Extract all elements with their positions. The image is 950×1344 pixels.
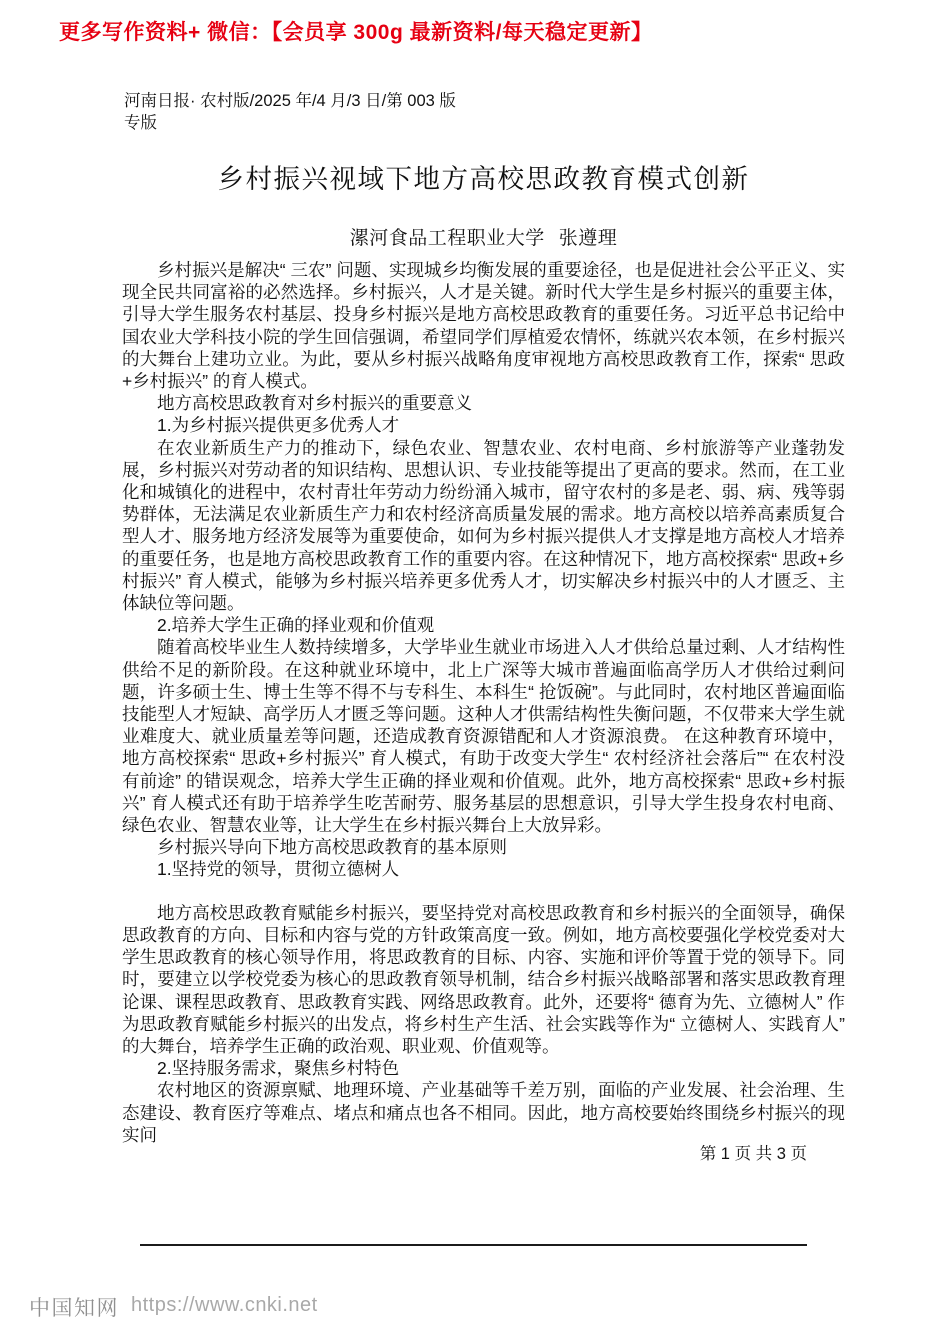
cnki-url: https://www.cnki.net [131,1294,318,1316]
article-paragraph: 在农业新质生产力的推动下，绿色农业、智慧农业、农村电商、乡村旅游等产业蓬勃发展，乡村振兴对劳动者的知识结构、思想认识、专业技能等提出了更高的要求。然而，在工业化和城镇化的进程中，农村青壮年劳动力纷纷涌入城市，留守农村的多是老、弱、病、残等弱势群体，无法满足农业新质生产力和农村经济高质量发展的需求。地方高校以培养高素质复合型人才、服务地方经济发展等为重要使命，如何为乡村振兴提供人才支撑是地方高校人才培养的重要任务，也是地方高校思政教育工作的重要内容。在这种情况下，地方高校探索“ 思政+乡村振兴” 育人模式，能够为乡村振兴培养更多优秀人才，切实解决乡村振兴中的人才匮乏、主体缺位等问题。 [122,437,845,614]
section-heading: 2.坚持服务需求，聚焦乡村特色 [157,1058,400,1079]
section-heading: 地方高校思政教育对乡村振兴的重要意义 [157,393,472,414]
byline-author: 张遵理 [558,228,618,249]
article-title: 乡村振兴视域下地方高校思政教育模式创新 [217,164,750,194]
article-paragraph: 地方高校思政教育赋能乡村振兴，要坚持党对高校思政教育和乡村振兴的全面领导，确保思政教育的方向、目标和内容与党的方针政策高度一致。例如，地方高校要强化学校党委对大学生思政教育的核心领导作用，将思政教育的目标、内容、实施和评价等置于党的领导下。同时，要建立以学校党委为核心的思政教育领导机制，结合乡村振兴战略部署和落实思政教育理论课、课程思政教育、思政教育实践、网络思政教育。此外，还要将“ 德育为先、立德树人” 作为思政教育赋能乡村振兴的出发点，将乡村生产生活、社会实践等作为“ 立德树人、实践育人” 的大舞台，培养学生正确的政治观、职业观、价值观等。 [122,902,845,1056]
section-heading: 1.坚持党的领导，贯彻立德树人 [157,859,400,880]
article-byline [122,223,845,250]
page-number: 第 1 页 共 3 页 [699,1145,807,1163]
cnki-watermark: 中国知网 [29,1297,119,1320]
article-paragraph: 乡村振兴是解决“ 三农” 问题、实现城乡均衡发展的重要途径，也是促进社会公平正义、实现全民共同富裕的必然选择。乡村振兴，人才是关键。新时代大学生是乡村振兴的重要主体，引导大学生服务农村基层、投身乡村振兴是地方高校思政教育的重要任务。习近平总书记给中国农业大学科技小院的学生回信强调，希望同学们厚植爱农情怀，练就兴农本领，在乡村振兴的大舞台上建功立业。为此，要从乡村振兴战略角度审视地方高校思政教育工作，探索“ 思政+乡村振兴” 的育人模式。 [122,260,845,392]
byline-affiliation: 漯河食品工程职业大学 [349,228,545,249]
source-line: 河南日报· 农村版/2025 年/4 月/3 日/第 003 版 [124,92,456,110]
section-heading: 乡村振兴导向下地方高校思政教育的基本原则 [157,837,507,858]
edition-line: 专版 [124,114,157,132]
article-paragraph: 农村地区的资源禀赋、地理环境、产业基础等千差万别，面临的产业发展、社会治理、生态建设、教育医疗等难点、堵点和痛点也各不相同。因此，地方高校要始终围绕乡村振兴的现实问 [122,1080,845,1145]
source-block [124,90,456,134]
article-paragraph: 随着高校毕业生人数持续增多，大学毕业生就业市场进入人才供给总量过剩、人才结构性供给不足的新阶段。在这种就业环境中，北上广深等大城市普遍面临高学历人才供给过剩问题，许多硕士生、博士生等不得不与专科生、本科生“ 抢饭碗”。与此同时，农村地区普遍面临技能型人才短缺、高学历人才匮乏等问题。这种人才供需结构性失衡问题，不仅带来大学生就业难度大、就业质量差等问题，还造成教育资源错配和人才资源浪费。 在这种教育环境中， 地方高校探索“ 思政+乡村振兴” 育人模式，有助于改变大学生“ 农村经济社会落后”“ 在农村没有前途” 的错误观念，培养大学生正确的择业观和价值观。此外，地方高校探索“ 思政+乡村振兴” 育人模式还有助于培养学生吃苦耐劳、服务基层的思想意识，引导大学生投身农村电商、绿色农业、智慧农业等，让大学生在乡村振兴舞台上大放异彩。 [122,637,845,836]
section-heading: 2.培养大学生正确的择业观和价值观 [157,615,435,636]
section-heading: 1.为乡村振兴提供更多优秀人才 [157,415,400,436]
promo-banner: 更多写作资料+ 微信：【会员享 300g 最新资料/每天稳定更新】 [59,21,653,44]
article-body [122,259,845,1146]
footer-divider [140,1244,807,1246]
